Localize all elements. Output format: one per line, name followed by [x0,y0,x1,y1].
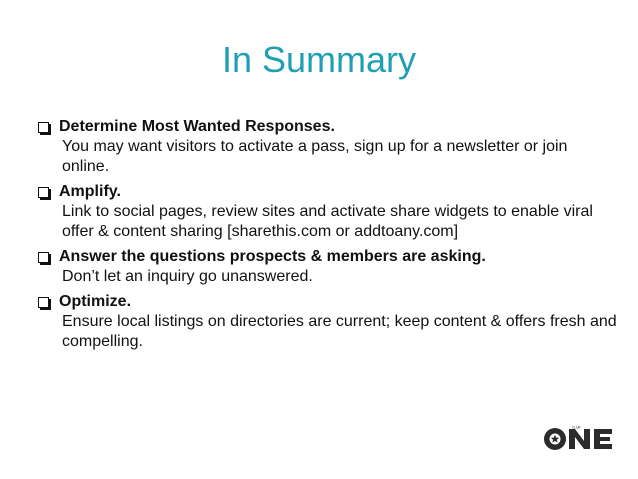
bullet-body: Link to social pages, review sites and activate share widgets to enable viral offer & content sharing [sharethis.com or addtoany.com] [62,203,593,240]
one-club-logo [542,426,624,452]
bullet-item [38,291,618,352]
checkbox-bullet-icon [38,252,49,263]
logo-club-text: CLUB [572,426,581,430]
slide-title: In Summary [221,39,417,80]
bullet-body: You may want visitors to activate a pass, sign up for a newsletter or join online. [62,138,568,175]
bullet-item [38,181,618,242]
checkbox-bullet-icon [38,187,49,198]
checkbox-bullet-icon [38,122,49,133]
bullet-item [38,246,618,287]
bullet-heading: Answer the questions prospects & members are asking. [59,248,486,265]
bullet-body: Ensure local listings on directories are current; keep content & offers fresh and compelling. [62,313,617,350]
bullet-heading: Optimize. [59,293,132,310]
bullet-item [38,116,618,177]
bullet-heading: Amplify. [59,183,121,200]
bullet-list [38,116,618,356]
checkbox-bullet-icon [38,297,49,308]
bullet-heading: Determine Most Wanted Responses. [59,118,335,135]
bullet-body: Don’t let an inquiry go unanswered. [62,268,313,285]
